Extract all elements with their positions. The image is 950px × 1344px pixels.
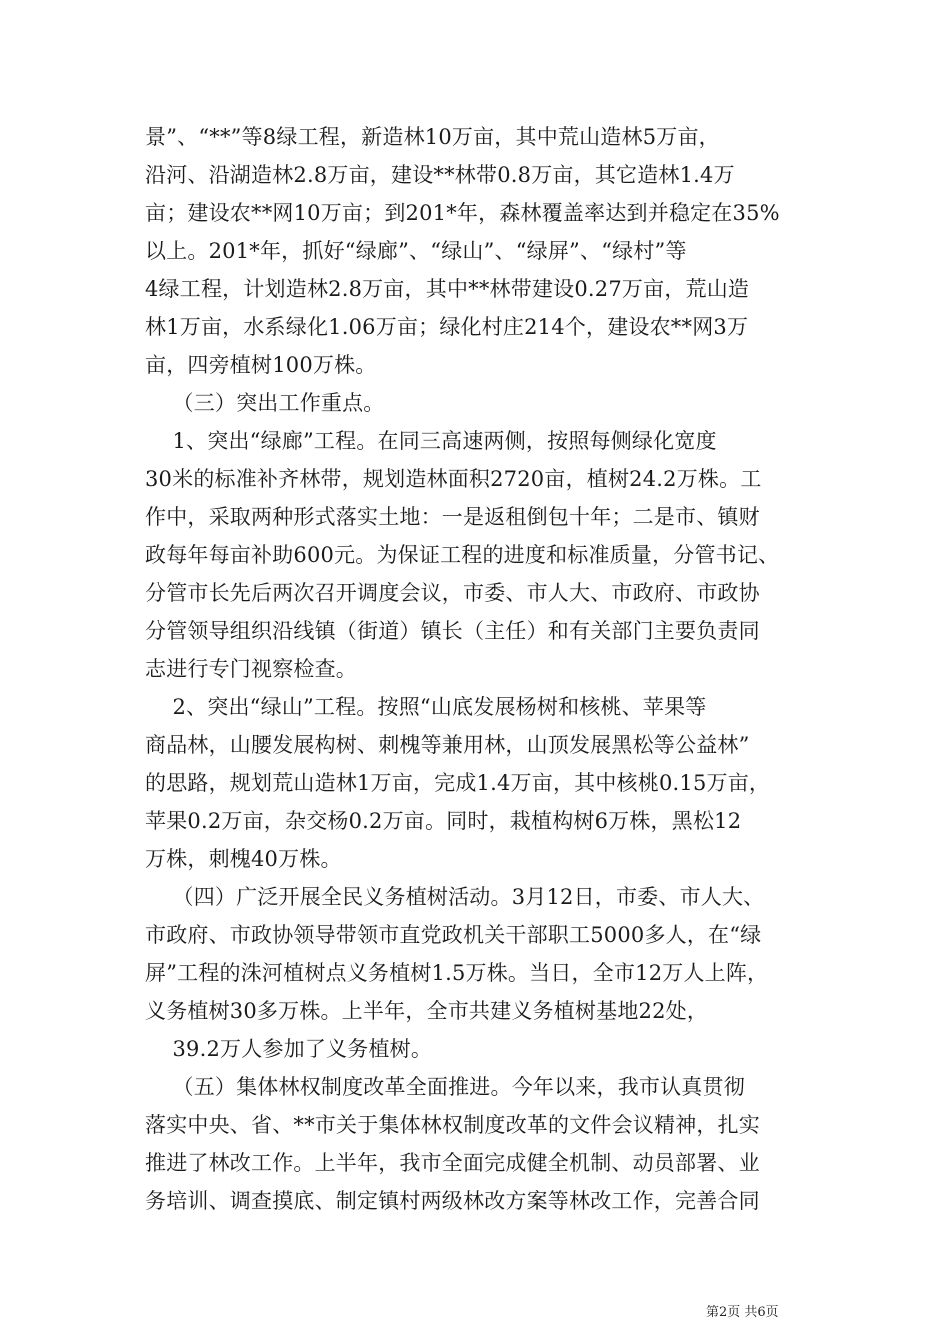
text-line: 30米的标准补齐林带，规划造林面积2720亩，植树24.2万株。工 bbox=[145, 467, 762, 491]
text-line: 推进了林改工作。上半年，我市全面完成健全机制、动员部署、业 bbox=[145, 1151, 760, 1175]
text-line: 1、突出“绿廊”工程。在同三高速两侧，按照每侧绿化宽度 bbox=[145, 429, 717, 453]
section-heading-4: （四）广泛开展全民义务植树活动。3月12日，市委、市人大、 bbox=[145, 885, 765, 909]
text-line: 沿河、沿湖造林2.8万亩，建设**林带0.8万亩，其它造林1.4万 bbox=[145, 163, 735, 187]
text-line: 的思路，规划荒山造林1万亩，完成1.4万亩，其中核桃0.15万亩， bbox=[145, 771, 771, 795]
text-line: 分管市长先后两次召开调度会议，市委、市人大、市政府、市政协 bbox=[145, 581, 760, 605]
document-body bbox=[145, 118, 820, 1220]
text-line: 商品林，山腰发展构树、刺槐等兼用林，山顶发展黑松等公益林” bbox=[145, 733, 750, 757]
section-heading-5: （五）集体林权制度改革全面推进。今年以来，我市认真贯彻 bbox=[145, 1075, 745, 1099]
text-line: 林1万亩，水系绿化1.06万亩；绿化村庄214个，建设农**网3万 bbox=[145, 315, 749, 339]
text-line: 屏”工程的洙河植树点义务植树1.5万株。当日，全市12万人上阵， bbox=[145, 961, 769, 985]
text-line: 万株，刺槐40万株。 bbox=[145, 847, 342, 871]
section-heading-3: （三）突出工作重点。 bbox=[145, 391, 385, 415]
text-line: 作中，采取两种形式落实土地：一是返租倒包十年；二是市、镇财 bbox=[145, 505, 760, 529]
text-line: 志进行专门视察检查。 bbox=[145, 657, 357, 681]
page-number-footer: 第2页 共6页 bbox=[706, 1305, 779, 1320]
text-line: 市政府、市政协领导带领市直党政机关干部职工5000多人，在“绿 bbox=[145, 923, 762, 947]
text-line: 4绿工程，计划造林2.8万亩，其中**林带建设0.27万亩，荒山造 bbox=[145, 277, 750, 301]
text-line: 39.2万人参加了义务植树。 bbox=[145, 1037, 433, 1061]
text-line: 务培训、调查摸底、制定镇村两级林改方案等林改工作，完善合同 bbox=[145, 1189, 760, 1213]
text-line: 以上。201*年，抓好“绿廊”、“绿山”、“绿屏”、“绿村”等 bbox=[145, 239, 687, 263]
text-line: 政每年每亩补助600元。为保证工程的进度和标准质量，分管书记、 bbox=[145, 543, 780, 567]
text-line: 2、突出“绿山”工程。按照“山底发展杨树和核桃、苹果等 bbox=[145, 695, 707, 719]
text-line: 亩，四旁植树100万株。 bbox=[145, 353, 377, 377]
text-line: 义务植树30多万株。上半年，全市共建义务植树基地22处， bbox=[145, 999, 709, 1023]
text-line: 景”、“**”等8绿工程，新造林10万亩，其中荒山造林5万亩， bbox=[145, 125, 720, 149]
text-line: 亩；建设农**网10万亩；到201*年，森林覆盖率达到并稳定在35% bbox=[145, 201, 780, 225]
text-line: 落实中央、省、**市关于集体林权制度改革的文件会议精神，扎实 bbox=[145, 1113, 760, 1137]
text-line: 苹果0.2万亩，杂交杨0.2万亩。同时，栽植构树6万株，黑松12 bbox=[145, 809, 742, 833]
text-line: 分管领导组织沿线镇（街道）镇长（主任）和有关部门主要负责同 bbox=[145, 619, 760, 643]
